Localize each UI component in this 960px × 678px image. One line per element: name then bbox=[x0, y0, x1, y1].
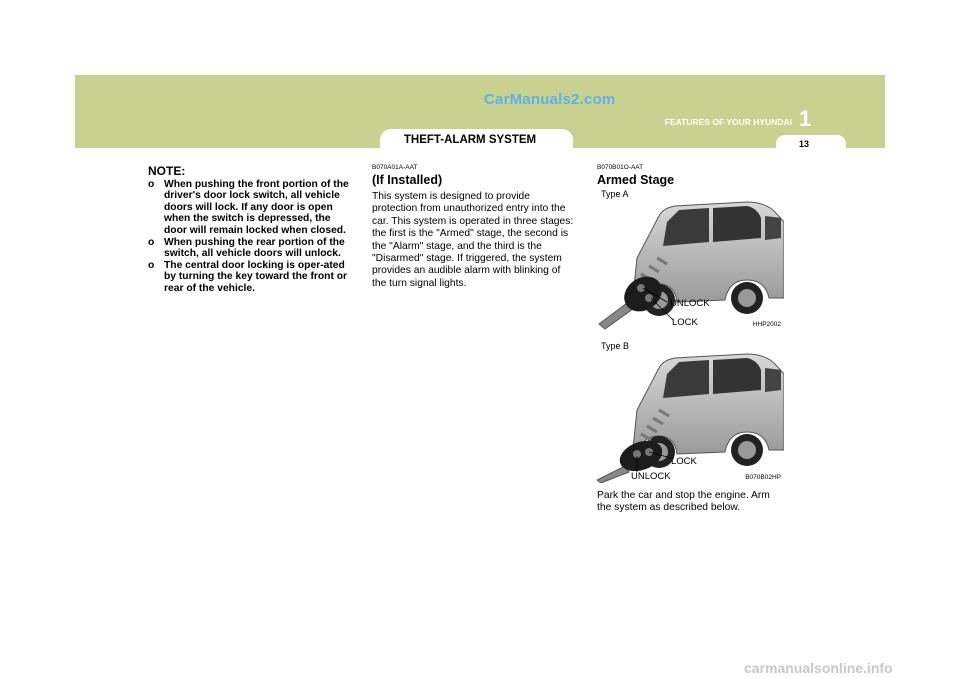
armed-section-header bbox=[597, 164, 785, 187]
bullet: o bbox=[148, 236, 155, 248]
list-item-text: When pushing the rear portion of the switch, all vehicle doors will unlock. bbox=[164, 236, 345, 260]
section-heading: (If Installed) bbox=[372, 173, 443, 187]
section-code: B070B01O-AAT bbox=[597, 164, 644, 171]
installed-section bbox=[372, 164, 574, 290]
list-item-text: The central door locking is oper-ated by turning the key toward the front or rear of the vehicle. bbox=[164, 259, 348, 294]
unlock-label: UNLOCK bbox=[631, 471, 671, 482]
figure-code: B070B02HP bbox=[745, 474, 781, 481]
figure-type-b bbox=[597, 340, 784, 483]
lock-label: LOCK bbox=[672, 317, 698, 328]
section-code: B070A01A-AAT bbox=[372, 164, 418, 171]
section-body: This system is designed to provide protection from unauthorized entry into the car. This system is operated in three stages: the first is the "Armed" stage, the second is the "Alarm" stage, and the third is the "Disarmed" stage. If triggered, the system provides an audible alarm with blinking of the turn signal lights. bbox=[372, 191, 574, 289]
chapter-title: FEATURES OF YOUR HYUNDAI bbox=[664, 117, 792, 127]
lock-label: LOCK bbox=[671, 456, 697, 467]
note-block bbox=[148, 166, 353, 295]
figure-type-label: Type B bbox=[601, 341, 630, 351]
section-heading: Armed Stage bbox=[597, 173, 675, 187]
list-item bbox=[148, 179, 353, 237]
site-logo[interactable]: CarManuals2.com bbox=[484, 91, 616, 108]
chapter-number: 1 bbox=[799, 106, 812, 131]
page-number: 13 bbox=[798, 139, 809, 149]
unlock-label: UNLOCK bbox=[670, 298, 710, 309]
figure-type-a bbox=[597, 188, 784, 330]
list-item-text: When pushing the front portion of the driver's door lock switch, all vehicle doors will lock. If any door is open when the switch is depressed, the door will remain locked when closed. bbox=[164, 178, 349, 236]
note-heading: NOTE: bbox=[148, 164, 186, 178]
armed-stage-body: Park the car and stop the engine. Arm the system as described below. bbox=[597, 490, 770, 514]
bullet: o bbox=[148, 259, 155, 271]
figure-code: HHP2002 bbox=[752, 321, 781, 328]
list-item bbox=[148, 260, 353, 295]
list-item bbox=[148, 237, 353, 260]
watermark: carmanualsonline.info bbox=[744, 660, 893, 676]
figure-type-label: Type A bbox=[601, 189, 629, 199]
section-title: THEFT-ALARM SYSTEM bbox=[403, 134, 537, 146]
bullet: o bbox=[148, 178, 155, 190]
